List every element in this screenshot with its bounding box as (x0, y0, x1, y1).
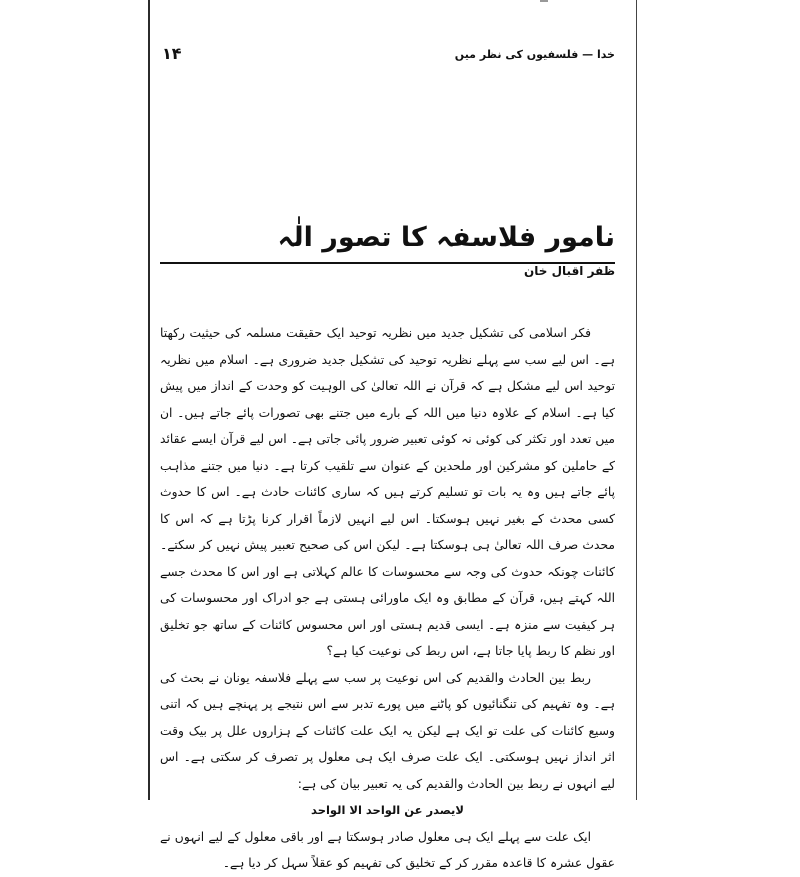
page-left-edge (148, 0, 150, 800)
paragraph-1: فکر اسلامی کی تشکیل جدید میں نظریہ توحید ایک حقیقت مسلمہ کی حیثیت رکھتا ہے۔ اس لیے سب سے پہلے نظریہ توحید کی تشکیل جدید ضروری ہے۔ اسلام میں نظریہ توحید اس لیے مشکل ہے کہ قرآن نے اللہ تعالیٰ کی الوہیت کو وحدت کے انداز میں پیش کیا ہے۔ اسلام کے علاوہ دنیا میں اللہ کے بارے میں جتنے بھی تصورات پائے جاتے ہیں۔ ان میں تعدد اور تکثر کی کوئی نہ کوئی تعبیر ضرور پائی جاتی ہے۔ اس لیے قرآن ایسے عقائد کے حاملین کو مشرکین اور ملحدین کے عنوان سے تلقیب کرتا ہے۔ دنیا میں جتنے مذاہب پائے جاتے ہیں وہ یہ بات تو تسلیم کرتے ہیں کہ ساری کائنات حادث ہے۔ اس کا حدوث کسی محدث کے بغیر نہیں ہوسکتا۔ اس لیے انہیں لازماً اقرار کرنا پڑتا ہے کہ اس کا محدث صرف اللہ تعالیٰ ہی ہوسکتا ہے۔ لیکن اس کی صحیح تعبیر پیش نہیں کر سکتے۔ کائنات چونکہ حدوث کی وجہ سے محسوسات کا عالم کہلاتی ہے اور اس کا محدث جسے اللہ کہتے ہیں، قرآن کے مطابق وہ ایک ماورائی ہستی ہے جو ادراک اور محسوسات کی ہر کیفیت سے منزہ ہے۔ ایسی قدیم ہستی اور اس محسوس کائنات کے ساتھ جو تخلیق اور نظم کا ربط پایا جاتا ہے، اس ربط کی نوعیت کیا ہے؟ (160, 326, 615, 658)
arabic-quote: لایصدر عن الواحد الا الواحد (311, 803, 464, 817)
page-number: ۱۴ (162, 44, 182, 63)
paragraph-2: ربط بین الحادث والقدیم کی اس نوعیت پر سب سے پہلے فلاسفہ یونان نے بحث کی ہے۔ وہ تفہیم کی تنگنائیوں کو پاٹنے میں پورے تدبر سے اس نتیجے پر پہنچے ہیں کہ اتنی وسیع کائنات کی علت تو ایک ہے لیکن یہ ایک علت کائنات کے ہزاروں علل پر بیک وقت اثر انداز نہیں ہوسکتی۔ ایک علت صرف ایک ہی معلول پر تصرف کر سکتی ہے۔ اس لیے انہوں نے ربط بین الحادث والقدیم کی یہ تعبیر بیان کی ہے: (160, 670, 615, 791)
paragraph-3: ایک علت سے پہلے ایک ہی معلول صادر ہوسکتا ہے اور باقی معلول کے لیے انہوں نے عقول عشرہ کا قاعدہ مقرر کر کے تخلیق کی تفہیم کو عقلاً سہل کر دیا ہے۔ (160, 829, 615, 870)
running-header: خدا — فلسفیوں کی نظر میں (454, 48, 615, 61)
article-body (160, 320, 615, 877)
article-title: نامور فلاسفہ کا تصور الٰہ (277, 222, 615, 253)
page-right-edge (636, 0, 637, 800)
page-corner-mark (540, 0, 548, 6)
author-name: ظفر اقبال خان (524, 264, 615, 278)
